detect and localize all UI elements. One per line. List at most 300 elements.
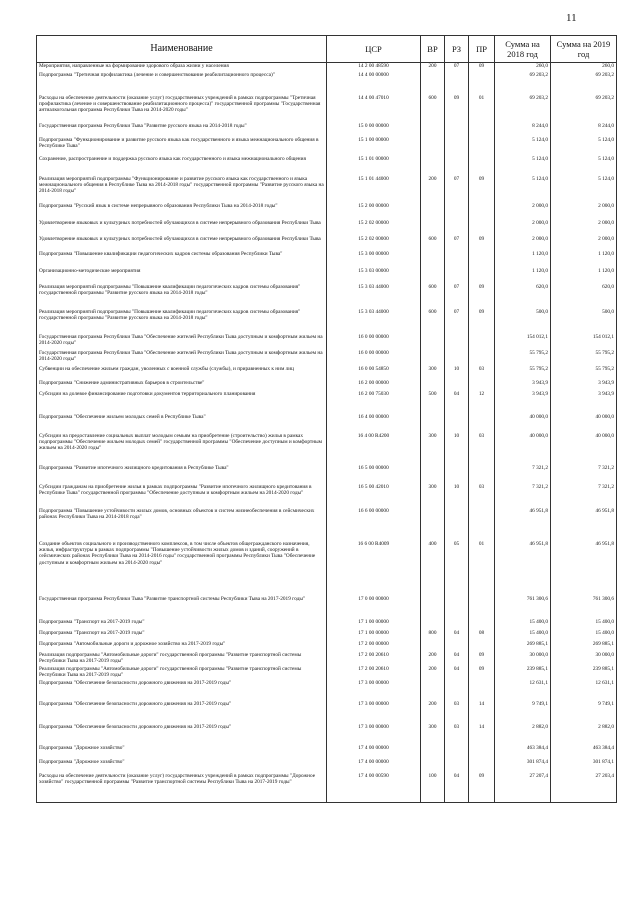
cell-s2018: 1 120,0 [495,251,551,268]
cell-name: Подпрограмма "Снижение административных барьеров в строительстве" [37,380,327,391]
cell-pr: 14 [469,701,495,724]
cell-name: Организационно-методические мероприятия [37,268,327,284]
table-row [37,156,617,176]
cell-s2018: 55 795,2 [495,366,551,380]
cell-csr: 17 4 00 00000 [327,745,421,759]
cell-vr: 300 [421,724,445,745]
cell-pr: 01 [469,541,495,596]
table-row [37,541,617,596]
cell-pr [469,203,495,220]
cell-name: Подпрограмма "Транспорт на 2017-2019 годы" [37,619,327,630]
cell-csr: 15 3 03 00000 [327,268,421,284]
cell-s2019: 269 885,1 [551,641,617,652]
cell-vr [421,123,445,137]
cell-rz [445,680,469,701]
cell-rz [445,203,469,220]
cell-s2019: 5 124,0 [551,176,617,203]
cell-rz: 05 [445,541,469,596]
cell-pr [469,156,495,176]
cell-s2018: 7 321,2 [495,484,551,508]
cell-name: Подпрограмма "Дорожное хозяйство" [37,759,327,773]
cell-name: Подпрограмма "Третичная профилактика (лечение и совершенствование реабилитационного процесса)" [37,72,327,95]
cell-rz [445,380,469,391]
cell-rz: 07 [445,309,469,334]
cell-rz: 03 [445,701,469,724]
cell-vr [421,745,445,759]
cell-csr: 16 2 00 75030 [327,391,421,414]
cell-vr [421,220,445,236]
table-row [37,701,617,724]
cell-vr: 200 [421,63,445,72]
cell-s2018: 463 384,4 [495,745,551,759]
cell-s2019: 8 244,0 [551,123,617,137]
cell-name: Подпрограмма "Обеспечение безопасности дорожного движения на 2017-2019 годы" [37,724,327,745]
cell-csr: 14 2 00 48590 [327,63,421,72]
cell-s2018: 69 203,2 [495,72,551,95]
cell-name: Субсидии на предоставление социальных выплат молодым семьям на приобретение (строительство) жилья в рамках подпрограммы "Обеспечение жильем молодых семей" государственной программы "Обеспечение доступным и комфортным жильем на 2014-2020 годы" [37,433,327,465]
cell-csr: 17 2 00 20610 [327,666,421,680]
cell-vr [421,251,445,268]
cell-vr: 600 [421,236,445,251]
cell-name: Подпрограмма "Дорожное хозяйство" [37,745,327,759]
cell-s2018: 46 951,8 [495,541,551,596]
cell-rz [445,123,469,137]
cell-s2019: 2 000,0 [551,203,617,220]
table-row [37,309,617,334]
cell-rz [445,508,469,541]
cell-s2018: 5 124,0 [495,137,551,156]
cell-s2018: 69 203,2 [495,95,551,123]
table-row [37,465,617,484]
cell-name: Подпрограмма "Повышение квалификации педагогических кадров системы образования Республики Тыва" [37,251,327,268]
cell-pr [469,414,495,433]
table-row [37,484,617,508]
cell-s2018: 40 000,0 [495,414,551,433]
cell-pr: 09 [469,652,495,666]
cell-vr [421,334,445,350]
cell-pr [469,641,495,652]
cell-s2018: 761 300,6 [495,596,551,619]
cell-csr: 16 5 00 42010 [327,484,421,508]
table-row [37,508,617,541]
cell-pr: 03 [469,366,495,380]
cell-s2018: 1 120,0 [495,268,551,284]
cell-csr: 17 1 00 00000 [327,619,421,630]
cell-csr: 16 0 00 00000 [327,334,421,350]
cell-s2019: 2 000,0 [551,220,617,236]
cell-s2018: 30 000,0 [495,652,551,666]
cell-name: Подпрограмма "Обеспечение безопасности дорожного движения на 2017-2019 годы" [37,701,327,724]
table-row [37,203,617,220]
cell-pr: 01 [469,95,495,123]
cell-rz [445,220,469,236]
cell-s2018: 15 400,0 [495,619,551,630]
cell-s2018: 301 874,4 [495,759,551,773]
cell-rz [445,759,469,773]
cell-name: Государственная программа Республики Тыва "Обеспечение жителей Республики Тыва доступным и комфортным жильем на 2014-2020 годы" [37,350,327,366]
cell-vr [421,72,445,95]
cell-rz: 10 [445,484,469,508]
cell-vr: 600 [421,284,445,309]
cell-s2019: 46 951,8 [551,508,617,541]
cell-name: Реализация мероприятий подпрограммы "Повышение квалификации педагогических кадров системы образования" государственной программы "Развитие русского языка на 2014-2018 годы" [37,309,327,334]
cell-s2019: 12 631,1 [551,680,617,701]
cell-s2019: 15 400,0 [551,619,617,630]
cell-csr: 15 2 00 00000 [327,203,421,220]
cell-pr [469,465,495,484]
cell-csr: 14 4 00 47010 [327,95,421,123]
cell-vr [421,680,445,701]
cell-s2018: 9 749,1 [495,701,551,724]
cell-s2019: 500,0 [551,309,617,334]
cell-pr: 09 [469,309,495,334]
cell-s2019: 30 000,0 [551,652,617,666]
cell-csr: 15 2 02 00000 [327,220,421,236]
table-header-row [37,36,617,63]
table-row [37,334,617,350]
cell-pr [469,759,495,773]
cell-s2019: 55 795,2 [551,350,617,366]
cell-vr [421,641,445,652]
cell-csr: 17 4 00 00000 [327,759,421,773]
cell-csr: 15 3 03 44000 [327,284,421,309]
cell-csr: 15 1 01 44000 [327,176,421,203]
cell-s2018: 154 012,1 [495,334,551,350]
cell-vr [421,759,445,773]
cell-name: Удовлетворение языковых и культурных потребностей обучающихся в системе непрерывного образования Республики Тыва [37,236,327,251]
cell-name: Удовлетворение языковых и культурных потребностей обучающихся в системе непрерывного образования Республики Тыва [37,220,327,236]
cell-name: Государственная программа Республики Тыва "Развитие русского языка на 2014-2018 годы" [37,123,327,137]
table-row [37,236,617,251]
cell-name: Субсидии гражданам на приобретение жилья в рамках подпрограммы "Развитие ипотечного жилищного кредитования в Республике Тыва" государственной программы "Обеспечение доступным и комфортным жильем на 2014-2020 годы" [37,484,327,508]
cell-pr: 09 [469,63,495,72]
cell-s2019: 761 300,6 [551,596,617,619]
cell-csr: 14 4 00 00000 [327,72,421,95]
cell-csr: 16 0 00 00000 [327,350,421,366]
cell-rz [445,72,469,95]
cell-name: Подпрограмма "Развитие ипотечного жилищного кредитования в Республике Тыва" [37,465,327,484]
cell-name: Подпрограмма "Функционирование и развитие русского языка как государственного и языка межнационального общения в Республике Тыва" [37,137,327,156]
cell-name: Подпрограмма "Повышение устойчивости жилых домов, основных объектов и систем жизнеобеспечения в сейсмических районах Республики Тыва на 2014-2018 года" [37,508,327,541]
cell-vr [421,619,445,630]
cell-rz [445,268,469,284]
table-row [37,680,617,701]
cell-rz: 07 [445,284,469,309]
cell-s2018: 55 795,2 [495,350,551,366]
cell-csr: 16 4 00 00000 [327,414,421,433]
table-row [37,366,617,380]
cell-pr [469,123,495,137]
table-row [37,72,617,95]
header-pr: ПР [469,36,495,63]
table-row [37,724,617,745]
table-row [37,284,617,309]
cell-s2019: 40 000,0 [551,433,617,465]
cell-name: Подпрограмма "Обеспечение безопасности дорожного движения на 2017-2019 годы" [37,680,327,701]
table-body [37,63,617,803]
cell-rz [445,641,469,652]
cell-csr: 17 0 00 00000 [327,596,421,619]
cell-name: Реализация подпрограммы "Автомобильные дороги" государственной программы "Развитие транспортной системы Республики Тыва на 2017-2019 годы" [37,652,327,666]
header-vr: ВР [421,36,445,63]
cell-vr [421,465,445,484]
table-row [37,95,617,123]
cell-vr: 600 [421,309,445,334]
cell-pr [469,137,495,156]
cell-s2018: 500,0 [495,309,551,334]
cell-s2019: 9 749,1 [551,701,617,724]
table-row [37,380,617,391]
cell-pr [469,268,495,284]
cell-pr: 09 [469,773,495,803]
cell-csr: 16 5 00 00000 [327,465,421,484]
cell-s2019: 1 120,0 [551,251,617,268]
cell-name: Подпрограмма "Русский язык в системе непрерывного образования Республики Тыва на 2014-2018 годы" [37,203,327,220]
cell-name: Реализация мероприятий подпрограммы "Повышение квалификации педагогических кадров системы образования" государственной программы "Развитие русского языка на 2014-2018 годы" [37,284,327,309]
cell-s2019: 1 120,0 [551,268,617,284]
cell-s2019: 69 203,2 [551,95,617,123]
cell-s2018: 12 631,1 [495,680,551,701]
cell-csr: 15 1 00 00000 [327,137,421,156]
cell-vr: 500 [421,391,445,414]
header-sum-2018: Сумма на 2018 год [495,36,551,63]
cell-csr: 17 2 00 20610 [327,652,421,666]
cell-s2019: 239 885,1 [551,666,617,680]
cell-csr: 15 1 01 00000 [327,156,421,176]
cell-csr: 16 4 00 R4200 [327,433,421,465]
cell-s2019: 69 203,2 [551,72,617,95]
cell-rz [445,745,469,759]
cell-s2018: 239 885,1 [495,666,551,680]
cell-csr: 17 4 00 00590 [327,773,421,803]
cell-s2018: 620,0 [495,284,551,309]
cell-pr [469,508,495,541]
cell-pr: 09 [469,666,495,680]
cell-s2018: 2 000,0 [495,236,551,251]
cell-rz: 04 [445,652,469,666]
cell-vr: 800 [421,630,445,641]
table-row [37,176,617,203]
cell-s2019: 7 321,2 [551,465,617,484]
cell-csr: 17 3 00 00000 [327,680,421,701]
cell-name: Мероприятия, направленные на формирование здорового образа жизни у населения [37,63,327,72]
cell-csr: 17 1 00 00000 [327,630,421,641]
cell-vr [421,414,445,433]
cell-vr [421,268,445,284]
cell-s2018: 2 000,0 [495,220,551,236]
cell-s2019: 5 124,0 [551,156,617,176]
cell-vr: 400 [421,541,445,596]
cell-rz [445,596,469,619]
cell-name: Реализация мероприятий подпрограммы "Функционирование и развитие русского языка как государственного и языка межнационального общения в Республике Тыва на 2014-2018 годы" государственной программы "Развитие русского языка на 2014-2018 годы" [37,176,327,203]
cell-vr: 600 [421,95,445,123]
cell-rz: 04 [445,773,469,803]
cell-rz: 04 [445,666,469,680]
cell-vr [421,508,445,541]
cell-s2019: 2 882,0 [551,724,617,745]
cell-name: Подпрограмма "Транспорт на 2017-2019 годы" [37,630,327,641]
cell-vr: 300 [421,366,445,380]
cell-s2019: 5 124,0 [551,137,617,156]
cell-name: Расходы на обеспечение деятельности (оказание услуг) государственных учреждений в рамках подпрограммы "Дорожное хозяйство" государственной программы "Развитие транспортной системы Республики Тыва на 2017-2019 годы" [37,773,327,803]
cell-csr: 15 0 00 00000 [327,123,421,137]
cell-pr [469,745,495,759]
cell-rz [445,334,469,350]
table-row [37,745,617,759]
cell-rz [445,414,469,433]
cell-s2018: 40 000,0 [495,433,551,465]
cell-s2018: 46 951,8 [495,508,551,541]
cell-s2019: 55 795,2 [551,366,617,380]
cell-vr: 300 [421,433,445,465]
cell-csr: 15 2 02 00000 [327,236,421,251]
cell-rz: 03 [445,724,469,745]
table-row [37,350,617,366]
cell-pr [469,350,495,366]
cell-pr: 14 [469,724,495,745]
cell-name: Создание объектов социального и производственного комплексов, в том числе объектов общегражданского назначения, жилья, инфраструктуры в рамках подпрограммы "Повышение устойчивости жилых домов и зданий, сооружений в сейсмических районах Республики Тыва на 2014-2016 годы" государственной программы Республики Тыва "Обеспечение доступным и комфортным жильем на 2014-2020 годы" [37,541,327,596]
page-number: 11 [566,12,577,24]
cell-rz: 07 [445,236,469,251]
cell-csr: 16 2 00 00000 [327,380,421,391]
table-row [37,268,617,284]
cell-rz [445,137,469,156]
table-row [37,666,617,680]
cell-rz [445,156,469,176]
cell-s2019: 7 321,2 [551,484,617,508]
header-name: Наименование [37,36,327,63]
cell-pr: 09 [469,284,495,309]
cell-csr: 15 3 00 00000 [327,251,421,268]
cell-s2019: 463 384,4 [551,745,617,759]
table-row [37,759,617,773]
cell-s2019: 620,0 [551,284,617,309]
table-row [37,414,617,433]
cell-name: Реализация подпрограммы "Автомобильные дороги" государственной программы "Развитие транспортной системы Республики Тыва на 2017-2019 годы" [37,666,327,680]
cell-s2019: 40 000,0 [551,414,617,433]
cell-rz: 07 [445,176,469,203]
cell-vr: 200 [421,666,445,680]
cell-s2018: 2 000,0 [495,203,551,220]
cell-s2018: 5 124,0 [495,156,551,176]
cell-pr [469,619,495,630]
cell-s2019: 260,0 [551,63,617,72]
cell-rz [445,465,469,484]
table-row [37,773,617,803]
cell-csr: 16 0 00 54850 [327,366,421,380]
cell-s2018: 269 885,1 [495,641,551,652]
cell-s2019: 301 874,1 [551,759,617,773]
table-row [37,433,617,465]
cell-s2018: 5 124,0 [495,176,551,203]
cell-vr: 200 [421,176,445,203]
cell-vr [421,137,445,156]
cell-csr: 16 6 00 00000 [327,508,421,541]
header-rz: РЗ [445,36,469,63]
table-row [37,63,617,72]
cell-vr: 200 [421,701,445,724]
cell-rz: 10 [445,366,469,380]
cell-vr: 100 [421,773,445,803]
cell-rz: 07 [445,63,469,72]
cell-name: Субсидии на долевое финансирование подготовки документов территориального планирования [37,391,327,414]
cell-name: Государственная программа Республики Тыва "Развитие транспортной системы Республики Тыва на 2017-2019 годы" [37,596,327,619]
cell-s2019: 2 000,0 [551,236,617,251]
cell-pr [469,596,495,619]
cell-s2019: 27 203,4 [551,773,617,803]
cell-s2019: 154 012,1 [551,334,617,350]
table-row [37,220,617,236]
cell-s2018: 3 943,9 [495,391,551,414]
cell-pr: 09 [469,176,495,203]
cell-rz: 09 [445,95,469,123]
cell-vr [421,350,445,366]
cell-s2019: 3 943,9 [551,391,617,414]
cell-vr [421,596,445,619]
cell-vr [421,203,445,220]
cell-pr: 08 [469,630,495,641]
header-sum-2019: Сумма на 2019 год [551,36,617,63]
cell-pr [469,380,495,391]
cell-name: Субвенции на обеспечение жильем граждан, уволенных с военной службы (службы), и приравненных к ним лиц [37,366,327,380]
table-row [37,596,617,619]
cell-vr [421,156,445,176]
budget-table [36,35,617,803]
table-row [37,137,617,156]
table-row [37,123,617,137]
cell-vr: 200 [421,652,445,666]
cell-vr: 300 [421,484,445,508]
cell-pr [469,72,495,95]
cell-s2018: 8 244,0 [495,123,551,137]
cell-s2018: 260,0 [495,63,551,72]
table-row [37,251,617,268]
cell-pr: 09 [469,236,495,251]
cell-pr [469,680,495,701]
cell-vr [421,380,445,391]
table-row [37,641,617,652]
cell-s2018: 27 207,4 [495,773,551,803]
table-row [37,630,617,641]
cell-s2019: 3 943,9 [551,380,617,391]
cell-rz: 04 [445,391,469,414]
cell-rz [445,619,469,630]
cell-s2019: 46 951,8 [551,541,617,596]
cell-name: Подпрограмма "Автомобильные дороги и дорожное хозяйство на 2017-2019 годы" [37,641,327,652]
cell-csr: 17 2 00 00000 [327,641,421,652]
cell-rz [445,350,469,366]
cell-s2018: 7 321,2 [495,465,551,484]
cell-name: Государственная программа Республики Тыва "Обеспечение жителей Республики Тыва доступным и комфортным жильем на 2014-2020 годы" [37,334,327,350]
cell-pr [469,334,495,350]
cell-rz [445,251,469,268]
cell-s2019: 15 400,0 [551,630,617,641]
cell-csr: 17 3 00 00000 [327,701,421,724]
cell-s2018: 15 400,0 [495,630,551,641]
cell-name: Сохранение, распространение и поддержка русского языка как государственного и языка межнационального общения [37,156,327,176]
table-row [37,652,617,666]
cell-pr: 03 [469,484,495,508]
cell-pr [469,251,495,268]
cell-s2018: 2 882,0 [495,724,551,745]
cell-csr: 15 3 03 44000 [327,309,421,334]
cell-csr: 16 6 00 R4009 [327,541,421,596]
cell-rz: 04 [445,630,469,641]
cell-pr [469,220,495,236]
cell-csr: 17 3 00 00000 [327,724,421,745]
header-csr: ЦСР [327,36,421,63]
table-row [37,619,617,630]
